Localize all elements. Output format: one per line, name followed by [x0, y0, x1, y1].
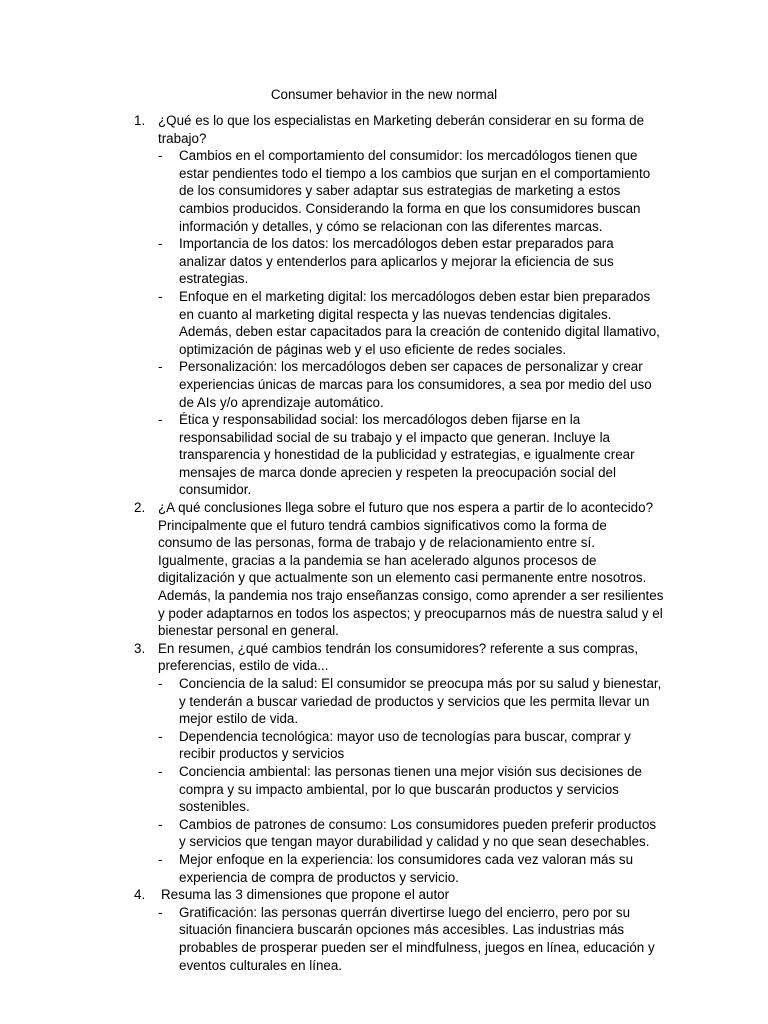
question-number: 4. — [134, 887, 146, 903]
list-item — [158, 904, 664, 974]
list-item-text: Conciencia ambiental: las personas tienen una mejor visión sus decisiones de compra y su impacto ambiental, por lo que buscarán productos y servicios sostenibles. — [179, 763, 642, 815]
question-3 — [134, 640, 664, 886]
bullet-dash: - — [158, 412, 163, 428]
bullet-dash: - — [158, 676, 163, 691]
list-item-text: Mejor enfoque en la experiencia: los consumidores cada vez valoran más su experiencia de compra de productos y servicio. — [179, 851, 634, 885]
list-item — [158, 851, 664, 886]
question-number: 3. — [134, 640, 146, 656]
list-item — [158, 411, 664, 499]
question-1 — [134, 112, 664, 499]
list-item — [158, 728, 664, 763]
bullet-list — [158, 147, 664, 499]
question-2 — [134, 499, 664, 640]
question-number: 1. — [134, 113, 146, 128]
list-item-text: Cambios en el comportamiento del consumidor: los mercadólogos tienen que estar pendientes todo el tiempo a los cambios que surjan en el comportamiento de los consumidores y saber adaptar sus estrategias de marketing a estos cambios producidos. Considerando la forma en que los consumidores buscan información y detalles, y cómo se relacionan con las diferentes marcas. — [179, 148, 651, 234]
bullet-dash: - — [158, 851, 163, 867]
document-body — [134, 112, 664, 974]
list-item-text: Personalización: los mercadólogos deben ser capaces de personalizar y crear experiencias únicas de marcas para los consumidores, a sea por medio del uso de AIs y/o aprendizaje automático. — [179, 359, 652, 410]
question-text: En resumen, ¿qué cambios tendrán los consumidores? referente a sus compras, preferencias, estilo de vida... — [158, 640, 639, 674]
question-text: ¿Qué es lo que los especialistas en Marketing deberán considerar en su forma de trabajo? — [158, 113, 645, 146]
bullet-dash: - — [158, 904, 163, 920]
question-4 — [134, 886, 664, 974]
question-text: Resuma las 3 dimensiones que propone el autor — [161, 887, 450, 903]
list-item-text: Gratificación: las personas querrán divertirse luego del encierro, pero por su situación financiera buscarán opciones más accesibles. Las industrias más probables de prosperar pueden ser el mindfulness, juegos en línea, educación y eventos culturales en línea. — [179, 904, 655, 973]
bullet-dash: - — [158, 816, 163, 832]
document-title: Consumer behavior in the new normal — [270, 87, 498, 102]
list-item — [158, 675, 664, 728]
question-number: 2. — [134, 500, 146, 516]
bullet-dash: - — [158, 728, 163, 744]
list-item-text: Dependencia tecnológica: mayor uso de tecnologías para buscar, comprar y recibir productos y servicios — [179, 728, 631, 762]
bullet-list — [158, 675, 664, 886]
bullet-list — [158, 904, 664, 974]
list-item — [158, 147, 664, 235]
question-text: ¿A qué conclusiones llega sobre el futuro que nos espera a partir de lo acontecido? — [158, 500, 654, 516]
list-item — [158, 358, 664, 411]
list-item-text: Importancia de los datos: los mercadólogos deben estar preparados para analizar datos y entenderlos para aplicarlos y mejorar la eficiencia de sus estrategias. — [179, 236, 614, 287]
bullet-dash: - — [158, 288, 163, 304]
bullet-dash: - — [158, 148, 163, 164]
list-item — [158, 288, 664, 358]
list-item-text: Ética y responsabilidad social: los mercadólogos deben fijarse en la responsabilidad social de su trabajo y el impacto que generan. Incluye la transparencia y honestidad de la publicidad y estrategias, e igualmente crear mensajes de marca donde aprecien y respeten la preocupación social del consumidor. — [179, 412, 635, 498]
list-item — [158, 763, 664, 816]
bullet-dash: - — [158, 359, 163, 375]
bullet-dash: - — [158, 236, 163, 252]
list-item-text: Enfoque en el marketing digital: los mercadólogos deben estar bien preparados en cuanto al marketing digital respecta y las nuevas tendencias digitales. Además, deben estar capacitados para la creación de contenido digital llamativo, optimización de páginas web y el uso eficiente de redes sociales. — [179, 288, 660, 357]
answer-paragraph: Principalmente que el futuro tendrá cambios significativos como la forma de consumo de las personas, forma de trabajo y de relacionamiento entre sí. Igualmente, gracias a la pandemia se han acelerado algunos procesos de digitalización y que actualmente son un elemento casi permanente entre nosotros. Además, la pandemia nos trajo enseñanzas consigo, como aprender a ser resilientes y poder adaptarnos en todos los aspectos; y preocuparnos más de nuestra salud y el bienestar personal en general. — [158, 517, 664, 639]
bullet-dash: - — [158, 763, 163, 779]
list-item — [158, 816, 664, 851]
list-item — [158, 235, 664, 288]
list-item-text: Conciencia de la salud: El consumidor se preocupa más por su salud y bienestar, y tenderán a buscar variedad de productos y servicios que les permita llevar un mejor estilo de vida. — [179, 676, 662, 727]
list-item-text: Cambios de patrones de consumo: Los consumidores pueden preferir productos y servicios que tengan mayor durabilidad y calidad y no que sean desechables. — [179, 816, 657, 850]
